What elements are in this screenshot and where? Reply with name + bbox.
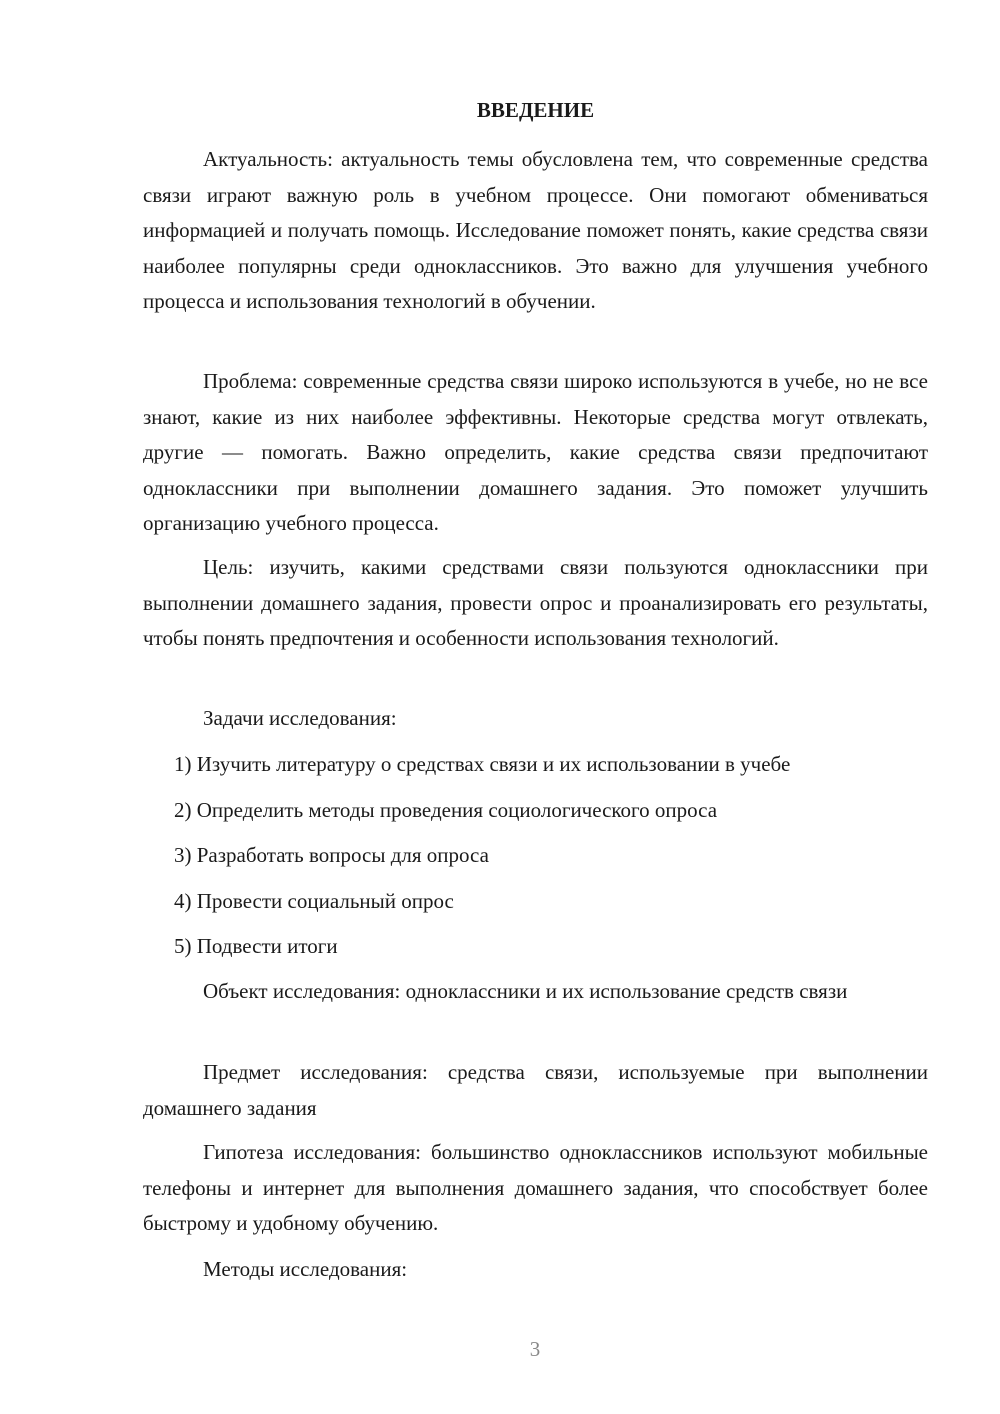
list-item: 3) Разработать вопросы для опроса <box>174 843 489 867</box>
list-item: 4) Провести социальный опрос <box>174 888 454 913</box>
list-item: 1) Изучить литературу о средствах связи и их использовании в учебе <box>174 752 791 776</box>
page-number: 3 <box>529 1337 541 1361</box>
methods-title: Методы исследования: <box>203 1257 408 1281</box>
subject-paragraph: Предмет исследования: средства связи, используемые при выполнении домашнего задания <box>143 1060 928 1120</box>
tasks-title: Задачи исследования: <box>203 706 397 730</box>
object-paragraph: Объект исследования: одноклассники и их использование средств связи <box>203 979 848 1003</box>
list-item: 2) Определить методы проведения социологического опроса <box>174 797 718 822</box>
list-item: 5) Подвести итоги <box>174 934 338 958</box>
relevance-paragraph: Актуальность: актуальность темы обусловлена тем, что современные средства связи играют важную роль в учебном процессе. Они помогают обмениваться информацией и получать помощь. Исследование поможет понять, какие средства связи наиболее популярны среди одноклассников. Это важно для улучшения учебного процесса и использования технологий в обучении. <box>143 147 928 313</box>
goal-paragraph: Цель: изучить, какими средствами связи пользуются одноклассники при выполнении домашнего задания, провести опрос и проанализировать его результаты, чтобы понять предпочтения и особенности использования технологий. <box>143 555 928 650</box>
section-heading: ВВЕДЕНИЕ <box>476 98 595 122</box>
tasks-list <box>174 747 934 975</box>
problem-paragraph: Проблема: современные средства связи широко используются в учебе, но не все знают, какие из них наиболее эффективны. Некоторые средства могут отвлекать, другие — помогать. Важно определить, какие средства связи предпочитают одноклассники при выполнении домашнего задания. Это поможет улучшить организацию учебного процесса. <box>143 369 928 535</box>
hypothesis-paragraph: Гипотеза исследования: большинство одноклассников используют мобильные телефоны и интернет для выполнения домашнего задания, что способствует более быстрому и удобному обучению. <box>143 1140 928 1235</box>
